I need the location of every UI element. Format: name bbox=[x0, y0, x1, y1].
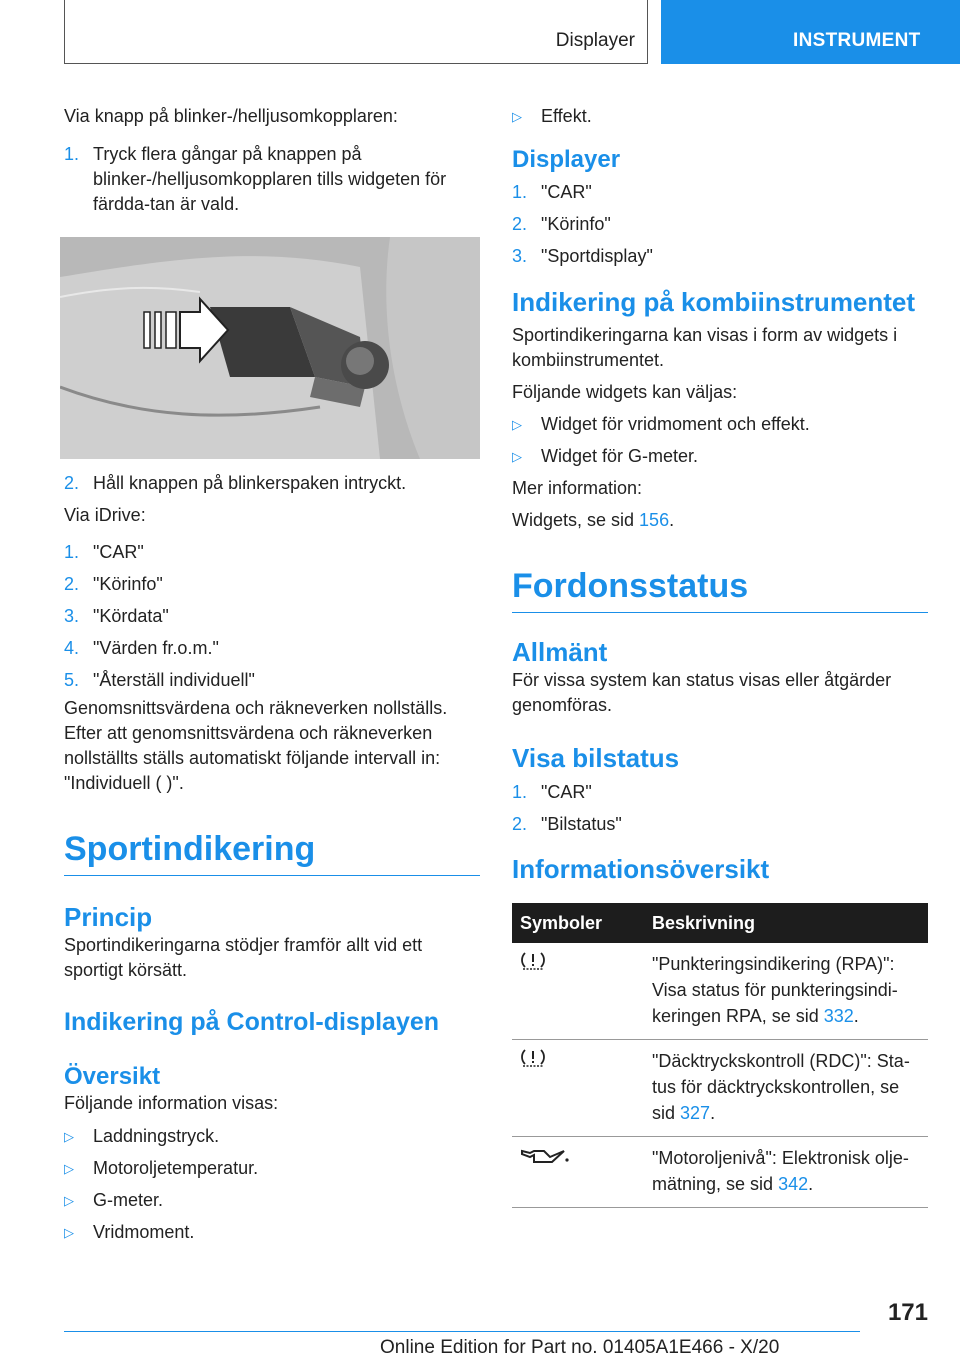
list-item bbox=[64, 668, 480, 693]
list-item-text: Motoroljetemperatur. bbox=[93, 1158, 259, 1178]
symbol-table bbox=[512, 903, 928, 1208]
list-item-text: "Bilstatus" bbox=[541, 814, 622, 834]
heading-oversikt: Översikt bbox=[64, 1063, 161, 1090]
symbol-cell bbox=[512, 943, 644, 1040]
heading-fordonsstatus: Fordonsstatus bbox=[512, 567, 749, 605]
heading-informationsoversikt: Informationsöversikt bbox=[512, 854, 770, 884]
symbol-cell bbox=[512, 1040, 644, 1137]
list-item-text: "CAR" bbox=[541, 182, 592, 202]
page-number: 171 bbox=[887, 1299, 928, 1326]
more-info: Mer information: bbox=[512, 478, 643, 498]
page-link-342[interactable]: 342 bbox=[778, 1174, 809, 1194]
heading-rule bbox=[512, 612, 928, 613]
list-item bbox=[512, 212, 928, 237]
list-item bbox=[512, 180, 928, 205]
list-number: 3. bbox=[512, 246, 528, 266]
symbol-cell bbox=[512, 1137, 644, 1208]
list-item bbox=[64, 1220, 480, 1245]
list-item-text: "Återställ individuell" bbox=[93, 670, 255, 690]
list-item bbox=[512, 244, 928, 269]
turn-signal-stalk-photo bbox=[60, 237, 480, 459]
tire-pressure-warning-icon bbox=[520, 951, 546, 971]
oversikt-text: Följande information visas: bbox=[64, 1093, 279, 1113]
list-number: 3. bbox=[64, 606, 80, 626]
table-header-symbols: Symboler bbox=[512, 903, 644, 943]
bullet-triangle-icon: ▷ bbox=[512, 417, 522, 432]
description-cell: "Motoroljenivå": Elektronisk olje-mätning, se sid 342. bbox=[644, 1137, 928, 1208]
bullet-triangle-icon: ▷ bbox=[64, 1225, 74, 1240]
oil-can-icon bbox=[520, 1145, 570, 1165]
bullet-triangle-icon: ▷ bbox=[512, 449, 522, 464]
table-row bbox=[512, 1137, 928, 1208]
right-column bbox=[512, 104, 928, 1208]
list-number: 4. bbox=[64, 638, 80, 658]
heading-princip: Princip bbox=[64, 902, 153, 932]
list-item-text: G-meter. bbox=[93, 1190, 164, 1210]
list-item-text: Widget för vridmoment och effekt. bbox=[541, 414, 810, 434]
list-item bbox=[64, 1188, 480, 1213]
tire-pressure-warning-icon bbox=[520, 1048, 546, 1068]
heading-kombiinstrument: Indikering på kombiinstrumentet bbox=[512, 287, 916, 317]
footer-edition: Online Edition for Part no. 01405A1E466 - X/20 bbox=[380, 1337, 780, 1358]
princip-text: Sportindikeringarna stödjer framför allt vid ett sportigt körsätt. bbox=[64, 935, 423, 980]
idrive-intro: Via iDrive: bbox=[64, 505, 146, 525]
header-chapter-tab bbox=[661, 0, 960, 64]
page-link-332[interactable]: 332 bbox=[823, 1006, 854, 1026]
list-item-text: "CAR" bbox=[541, 782, 592, 802]
list-item bbox=[64, 1156, 480, 1181]
description-cell: "Däcktryckskontroll (RDC)": Sta-tus för däcktryckskontrollen, se sid 327. bbox=[644, 1040, 928, 1137]
list-item-text: "Kördata" bbox=[93, 606, 169, 626]
list-number: 1. bbox=[512, 182, 528, 202]
list-item bbox=[64, 604, 480, 629]
table-header-row bbox=[512, 903, 928, 943]
list-item-text: Widget för G-meter. bbox=[541, 446, 699, 466]
heading-displayer: Displayer bbox=[512, 146, 621, 173]
list-item-text: "Sportdisplay" bbox=[541, 246, 653, 266]
list-item bbox=[64, 540, 480, 565]
list-item-text: "CAR" bbox=[93, 542, 144, 562]
heading-sportindikering: Sportindikering bbox=[64, 830, 316, 868]
list-number: 1. bbox=[512, 782, 528, 802]
list-item: ▷ Effekt. bbox=[512, 106, 592, 126]
list-item bbox=[64, 572, 480, 597]
header-chapter-title: INSTRUMENT bbox=[793, 30, 921, 51]
list-item: 1. Tryck flera gångar på knappen på blinker-/helljusomkopplaren tills widgeten för färdda-tan är vald. bbox=[64, 144, 447, 214]
list-number: 2. bbox=[512, 814, 528, 834]
list-item bbox=[64, 636, 480, 661]
list-item bbox=[512, 780, 928, 805]
widget-bullet-list bbox=[512, 412, 928, 469]
intro-text: Via knapp på blinker-/helljusomkopplaren: bbox=[64, 106, 398, 126]
description-cell: "Punkteringsindikering (RPA)": Visa status för punkteringsindi-keringen RPA, se sid 332. bbox=[644, 943, 928, 1040]
bullet-triangle-icon: ▷ bbox=[64, 1161, 74, 1176]
kombi-text: Sportindikeringarna kan visas i form av widgets i kombiinstrumentet. bbox=[512, 325, 898, 370]
list-item bbox=[64, 1124, 480, 1149]
list-item-text: Laddningstryck. bbox=[93, 1126, 220, 1146]
heading-visa-bilstatus: Visa bilstatus bbox=[512, 743, 680, 773]
reset-text: Genomsnittsvärdena och räkneverken nollställs. Efter att genomsnittsvärdena och räkneverken nollställts ställs automatiskt följande intervall in: "Individuell ( )". bbox=[64, 698, 448, 793]
header-section-tab bbox=[64, 0, 648, 64]
list-item-text: "Körinfo" bbox=[541, 214, 611, 234]
page-link-327[interactable]: 327 bbox=[680, 1103, 711, 1123]
list-item bbox=[512, 444, 928, 469]
list-item bbox=[512, 412, 928, 437]
list-item: 2. Håll knappen på blinkerspaken intryckt. bbox=[64, 473, 407, 493]
header-section-title: Displayer bbox=[555, 30, 635, 51]
visa-steps-list bbox=[512, 780, 928, 837]
widgets-intro: Följande widgets kan väljas: bbox=[512, 382, 738, 402]
heading-allmant: Allmänt bbox=[512, 637, 608, 667]
table-row bbox=[512, 1040, 928, 1137]
list-item-text: "Körinfo" bbox=[93, 574, 163, 594]
list-number: 1. bbox=[64, 542, 80, 562]
list-number: 5. bbox=[64, 670, 80, 690]
info-bullet-list bbox=[64, 1124, 480, 1245]
allmant-text: För vissa system kan status visas eller åtgärder genomföras. bbox=[512, 670, 892, 715]
page-link-156[interactable]: 156 bbox=[639, 510, 670, 530]
heading-control-display: Indikering på Control-displayen bbox=[64, 1008, 440, 1036]
heading-rule bbox=[64, 875, 480, 876]
footer-rule bbox=[64, 1331, 860, 1332]
widgets-reference: Widgets, se sid 156. bbox=[512, 510, 675, 530]
list-item-text: "Värden fr.o.m." bbox=[93, 638, 219, 658]
bullet-triangle-icon: ▷ bbox=[64, 1193, 74, 1208]
displayer-steps-list bbox=[512, 180, 928, 269]
table-row bbox=[512, 943, 928, 1040]
list-item bbox=[512, 812, 928, 837]
bullet-triangle-icon: ▷ bbox=[64, 1129, 74, 1144]
idrive-steps-list bbox=[64, 540, 480, 693]
list-number: 2. bbox=[512, 214, 528, 234]
left-column bbox=[64, 104, 480, 1252]
table-header-description: Beskrivning bbox=[644, 903, 928, 943]
list-number: 2. bbox=[64, 574, 80, 594]
list-item-text: Vridmoment. bbox=[93, 1222, 195, 1242]
